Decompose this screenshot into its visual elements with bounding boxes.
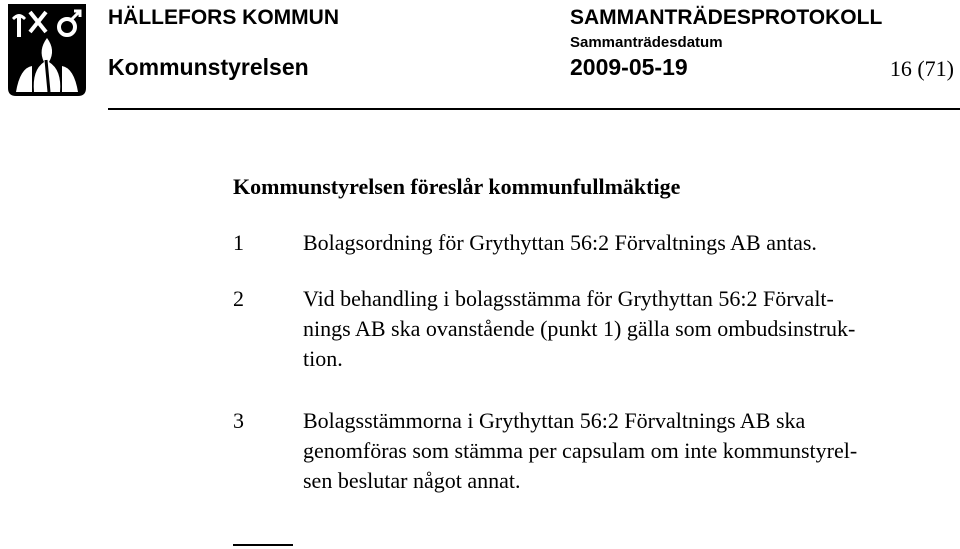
item-text-line: Vid behandling i bolagsstämma för Grythyttan 56:2 Förvalt- (303, 286, 834, 311)
item-text-line: genomföras som stämma per capsulam om inte kommunstyrel- (303, 438, 858, 463)
item-text-line: sen beslutar något annat. (303, 468, 521, 493)
organization-name: HÄLLEFORS KOMMUN (108, 6, 339, 29)
item-text (303, 228, 953, 258)
section-heading: Kommunstyrelsen föreslår kommunfullmäktige (233, 174, 681, 199)
header-divider (108, 108, 960, 110)
item-text-line: tion. (303, 346, 343, 371)
item-text (303, 406, 953, 496)
item-number: 1 (233, 230, 244, 255)
document-type: SAMMANTRÄDESPROTOKOLL (570, 6, 883, 29)
board-name: Kommunstyrelsen (108, 54, 309, 80)
meeting-date: 2009-05-19 (570, 54, 688, 80)
municipality-coat-of-arms-logo (6, 2, 88, 98)
item-text (303, 284, 953, 374)
meeting-date-label: Sammanträdesdatum (570, 34, 723, 51)
item-text-line: nings AB ska ovanstående (punkt 1) gälla som ombudsinstruk- (303, 316, 856, 341)
section-end-rule (233, 544, 293, 546)
item-text-line: Bolagsstämmorna i Grythyttan 56:2 Förvaltnings AB ska (303, 408, 806, 433)
item-number: 2 (233, 286, 244, 311)
item-number: 3 (233, 408, 244, 433)
item-text-line: Bolagsordning för Grythyttan 56:2 Förvaltnings AB antas. (303, 230, 817, 255)
page-number: 16 (71) (889, 56, 954, 81)
